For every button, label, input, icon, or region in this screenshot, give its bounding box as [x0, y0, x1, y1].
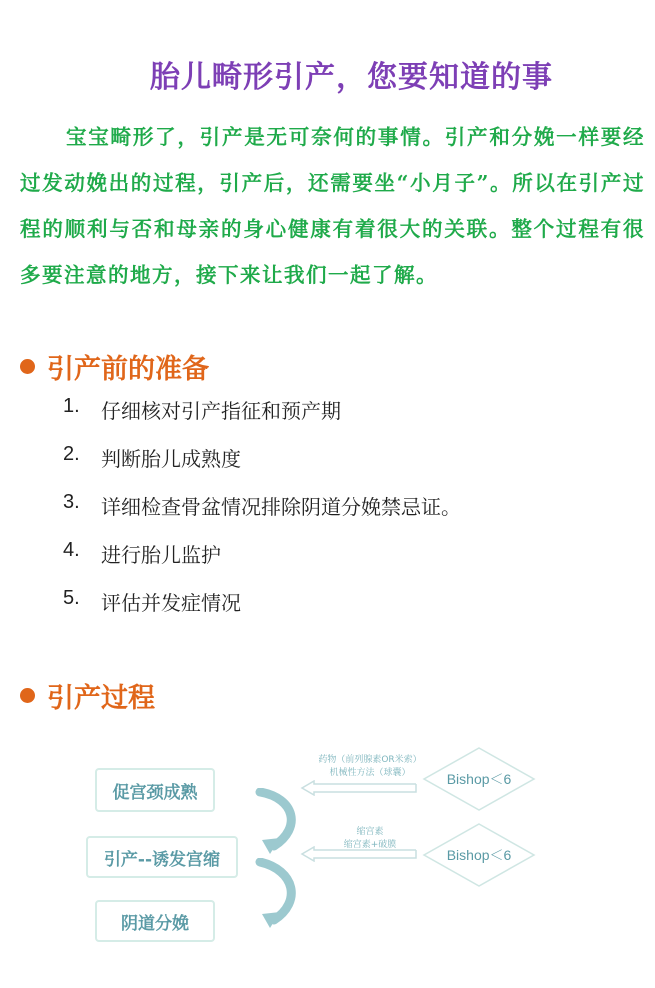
section-heading-label: 引产过程 — [47, 683, 155, 714]
list-item — [63, 587, 461, 635]
hint-line: 缩宫素 — [356, 827, 384, 837]
bullet-dot-icon — [20, 359, 35, 374]
list-item — [63, 443, 461, 491]
flow-step-vaginal-delivery: 阴道分娩 — [95, 900, 215, 942]
list-item-text: 详细检查骨盆情况排除阴道分娩禁忌证。 — [101, 495, 461, 519]
page-title: 胎儿畸形引产，您要知道的事 — [150, 60, 553, 95]
list-item-text: 评估并发症情况 — [101, 591, 241, 615]
list-item — [63, 539, 461, 587]
flow-step-induce-contractions: 引产--诱发宫缩 — [86, 836, 238, 878]
list-item-number: 1. — [63, 395, 80, 417]
induction-flow-diagram — [80, 740, 550, 950]
arrow-left-icon — [300, 780, 418, 796]
flow-step-cervical-ripening: 促宫颈成熟 — [95, 768, 215, 812]
hint-line: 机械性方法（球囊） — [329, 768, 411, 778]
list-item-number: 2. — [63, 443, 80, 465]
bullet-dot-icon — [20, 688, 35, 703]
section-heading-label: 引产前的准备 — [47, 354, 209, 385]
list-item-number: 3. — [63, 491, 80, 513]
condition-label: Bishop＜6 — [446, 771, 512, 787]
condition-label: Bishop＜6 — [446, 847, 512, 863]
curved-arrow-down-icon — [250, 858, 310, 932]
hint-line: 药物（前列腺素OR米索） — [318, 755, 422, 765]
arrow-left-icon — [300, 846, 418, 862]
hint-line: 缩宫素+破膜 — [343, 840, 397, 850]
condition-diamond — [422, 746, 536, 812]
section-heading-preparation — [20, 347, 209, 386]
section-heading-process — [20, 676, 155, 715]
list-item-number: 5. — [63, 587, 80, 609]
list-item-text: 判断胎儿成熟度 — [101, 447, 241, 471]
preparation-list — [63, 395, 461, 635]
list-item — [63, 395, 461, 443]
intro-paragraph: 宝宝畸形了，引产是无可奈何的事情。引产和分娩一样要经过发动娩出的过程，引产后，还需要坐“小月子”。所以在引产过程的顺利与否和母亲的身心健康有着很大的关联。整个过程有很多要注意的地方，接下来让我们一起了解。 — [20, 125, 645, 287]
condition-diamond — [422, 822, 536, 888]
list-item-text: 进行胎儿监护 — [101, 543, 221, 567]
list-item — [63, 491, 461, 539]
list-item-text: 仔细核对引产指征和预产期 — [101, 399, 341, 423]
method-hint-ripening — [305, 754, 435, 780]
list-item-number: 4. — [63, 539, 80, 561]
